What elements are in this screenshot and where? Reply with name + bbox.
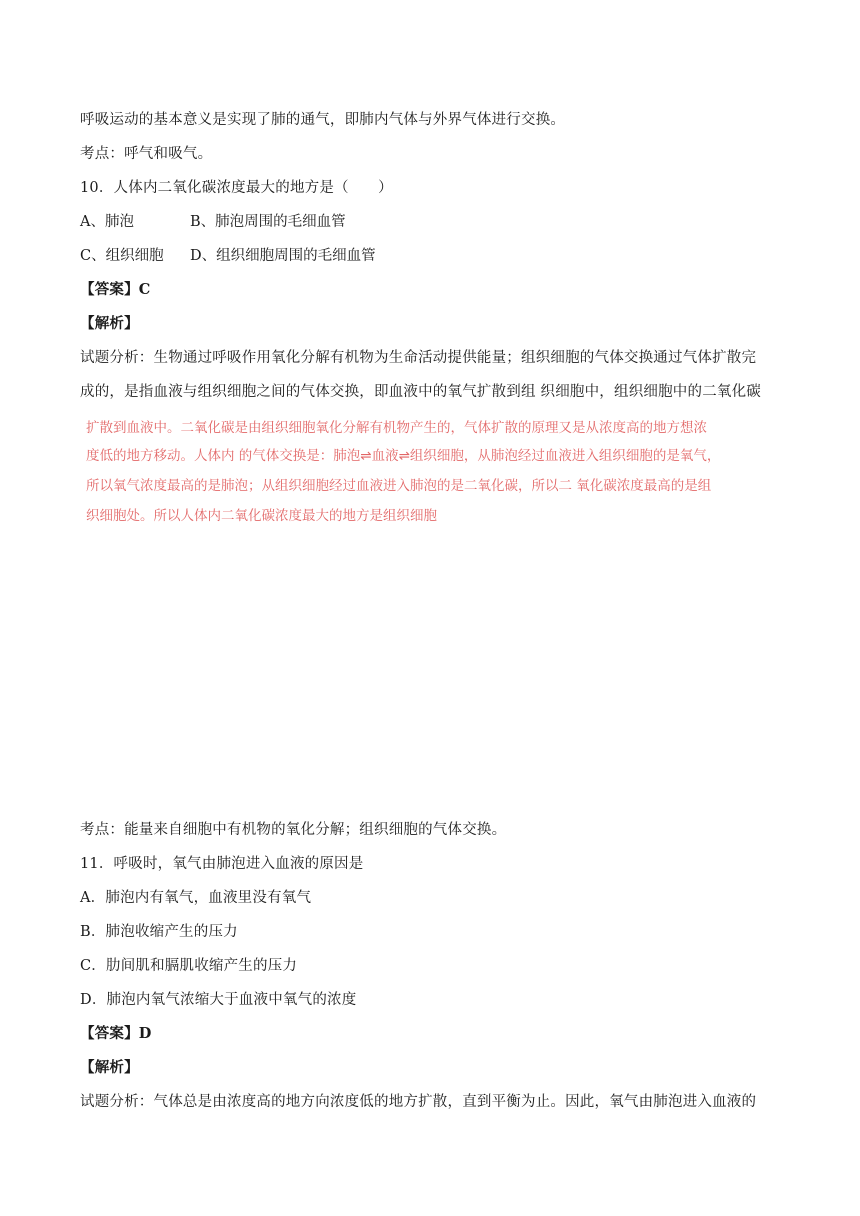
q11-stem: 11．呼吸时，氧气由肺泡进入血液的原因是 — [80, 856, 364, 872]
q10-analysis-heading: 【解析】 — [80, 315, 139, 332]
q10-option-a: A、肺泡 — [80, 214, 134, 230]
q11-option-b: B．肺泡收缩产生的压力 — [80, 924, 238, 940]
q11-option-d: D．肺泡内氧气浓缩大于血液中氧气的浓度 — [80, 992, 357, 1008]
q10-red-text-line-2: 度低的地方移动。人体内 的气体交换是：肺泡⇌血液⇌组织细胞，从肺泡经过血液进入组织细胞的是氧气， — [86, 448, 721, 464]
q11-option-c: C．肋间肌和膈肌收缩产生的压力 — [80, 958, 298, 974]
q10-stem: 10．人体内二氧化碳浓度最大的地方是（ ） — [80, 180, 393, 196]
q11-answer: 【答案】D — [80, 1025, 152, 1042]
q10-analysis-line-2: 成的，是指血液与组织细胞之间的气体交换，即血液中的氧气扩散到组 织细胞中，组织细胞中的二氧化碳 — [80, 384, 762, 400]
q10-red-text-line-3: 所以氧气浓度最高的是肺泡；从组织细胞经过血液进入肺泡的是二氧化碳，所以二 氧化碳浓度最高的是组 — [86, 478, 712, 494]
q11-option-a: A．肺泡内有氧气，血液里没有氧气 — [80, 890, 312, 906]
q10-answer: 【答案】C — [80, 281, 151, 298]
q11-analysis-heading: 【解析】 — [80, 1059, 139, 1076]
q10-option-b: B、肺泡周围的毛细血管 — [190, 214, 346, 230]
kaodian-q10: 考点：能量来自细胞中有机物的氧化分解；组织细胞的气体交换。 — [80, 822, 507, 838]
q10-option-d: D、组织细胞周围的毛细血管 — [190, 248, 376, 264]
q10-option-c: C、组织细胞 — [80, 248, 164, 264]
kaodian-q9: 考点：呼气和吸气。 — [80, 146, 213, 162]
q10-red-text-line-1: 扩散到血液中。二氧化碳是由组织细胞氧化分解有机物产生的，气体扩散的原理又是从浓度高的地方想浓 — [86, 420, 707, 436]
q11-analysis-line-1: 试题分析：气体总是由浓度高的地方向浓度低的地方扩散，直到平衡为止。因此，氧气由肺泡进入血液的 — [80, 1094, 757, 1110]
paragraph-breathing-meaning: 呼吸运动的基本意义是实现了肺的通气，即肺内气体与外界气体进行交换。 — [80, 112, 566, 128]
q10-red-text-line-4: 织细胞处。所以人体内二氧化碳浓度最大的地方是组织细胞 — [86, 508, 437, 524]
q10-analysis-line-1: 试题分析：生物通过呼吸作用氧化分解有机物为生命活动提供能量；组织细胞的气体交换通过气体扩散完 — [80, 350, 757, 366]
